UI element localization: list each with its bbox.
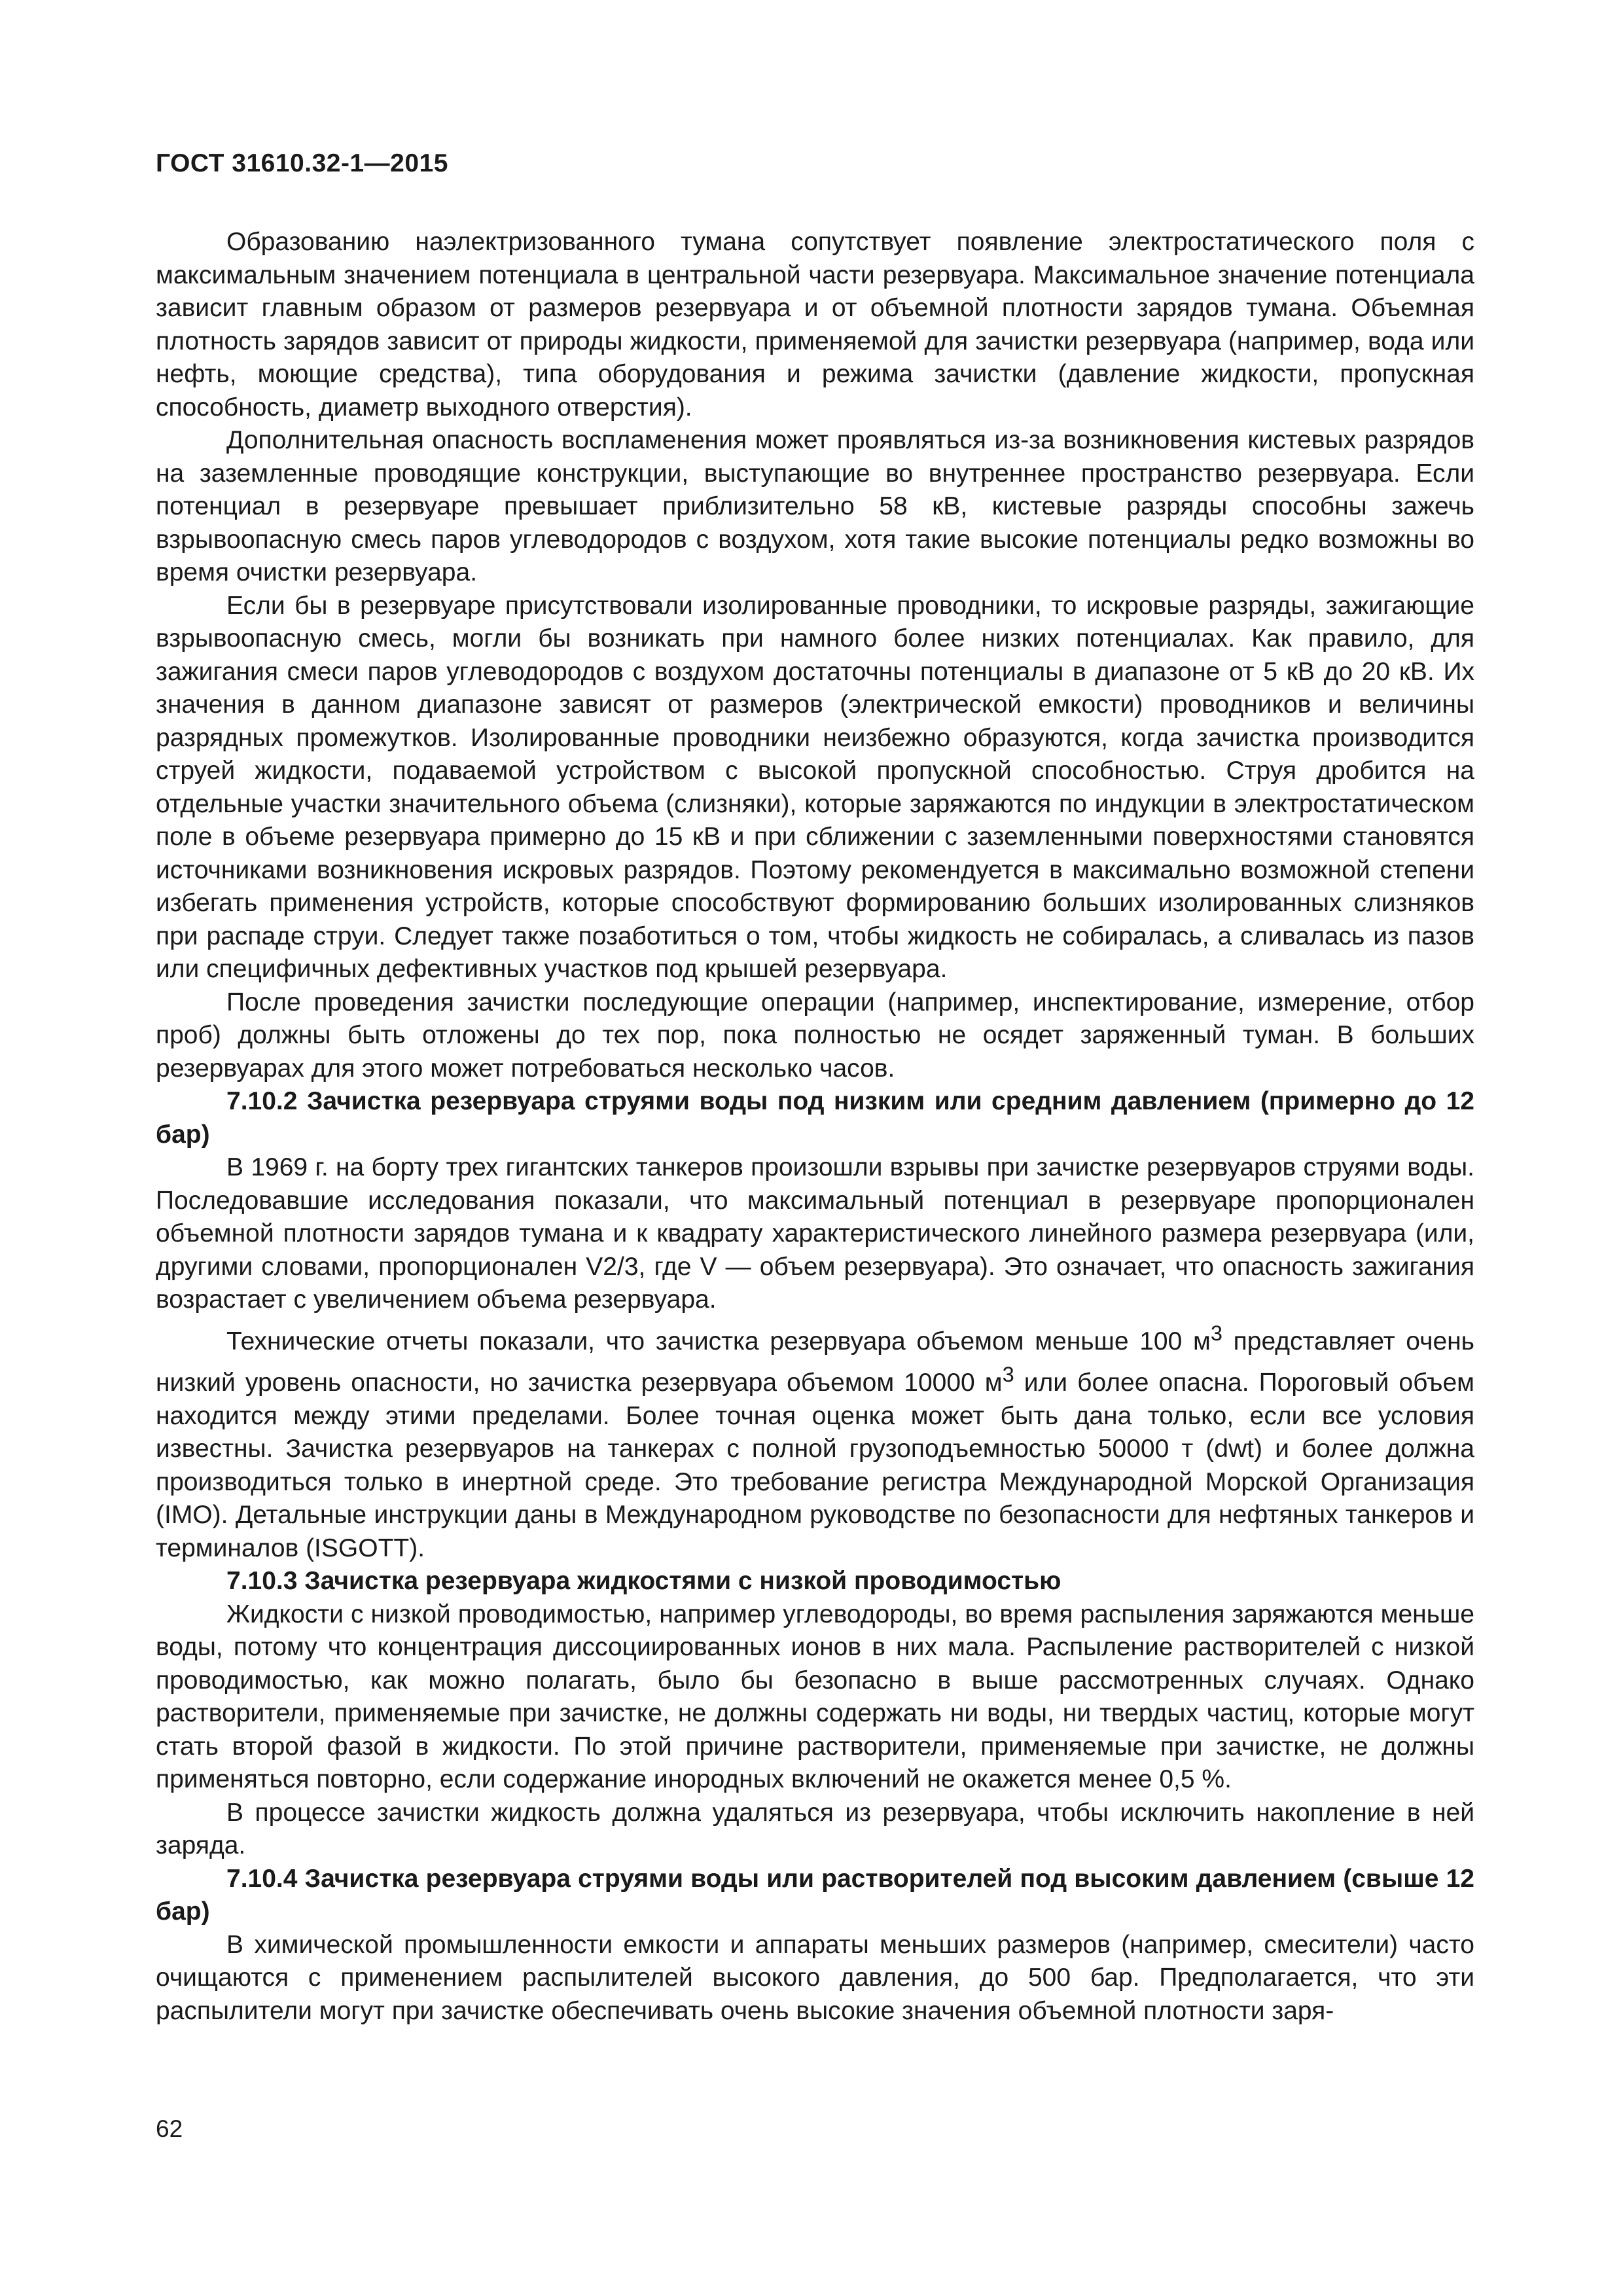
page-number: 62	[156, 2115, 183, 2142]
paragraph: Образованию наэлектризованного тумана сопутствует появление электростатического поля с максимальным значением потенциала в центральной части резервуара. Максимальное значение потенциала зависит главным образом от размеров резервуара и от объемной плотности зарядов тумана. Объемная плотность зарядов зависит от природы жидкости, применяемой для зачистки резервуара (например, вода или нефть, моющие средства), типа оборудования и режима зачистки (давление жидкости, пропускная способность, диаметр выходного отверстия).	[156, 228, 1474, 422]
paragraph: Если бы в резервуаре присутствовали изолированные проводники, то искровые разряды, зажигающие взрывоопасную смесь, могли бы возникать при намного более низких потенциалах. Как правило, для зажигания смеси паров углеводородов с воздухом достаточны потенциалы в диапазоне от 5 кВ до 20 кВ. Их значения в данном диапазоне зависят от размеров (электрической емкости) проводников и величины разрядных промежутков. Изолированные проводники неизбежно образуются, когда зачистка производится струей жидкости, подаваемой устройством с высокой пропускной способностью. Струя дробится на отдельные участки значительного объема (слизняки), которые заряжаются по индукции в электростатическом поле в объеме резервуара примерно до 15 кВ и при сближении с заземленными поверхностями становятся источниками возникновения искровых разрядов. Поэтому рекомендуется в максимально возможной степени избегать применения устройств, которые способствуют формированию больших изолированных слизняков при распаде струи. Следует также позаботиться о том, чтобы жидкость не собиралась, а сливалась из пазов или специфичных дефективных участков под крышей резервуара.	[156, 591, 1474, 983]
paragraph: Дополнительная опасность воспламенения может проявляться из-за возникновения кистевых разрядов на заземленные проводящие конструкции, выступающие во внутреннее пространство резервуара. Если потенциал в резервуаре превышает приблизительно 58 кВ, кистевые разряды способны зажечь взрывоопасную смесь паров углеводородов с воздухом, хотя такие высокие потенциалы редко возможны во время очистки резервуара.	[156, 426, 1474, 586]
paragraph	[156, 1317, 1474, 1566]
section-heading-7-10-3: 7.10.3 Зачистка резервуара жидкостями с низкой проводимостью	[226, 1567, 1061, 1595]
superscript: 3	[1002, 1363, 1014, 1386]
document-body	[156, 226, 1474, 2028]
text-run: Технические отчеты показали, что зачистка резервуара объемом меньше 100 м	[226, 1327, 1211, 1355]
standard-code-header: ГОСТ 31610.32-1—2015	[156, 149, 448, 177]
text-run: или более опасна. Пороговый объем находится между этими пределами. Более точная оценка может быть дана только, если все условия известны. Зачистка резервуаров на танкерах с полной грузоподъемностью 50000 т (dwt) и более должна производиться только в инертной среде. Это требование регистра Международной Морской Организация (IMO). Детальные инструкции даны в Международном руководстве по безопасности для нефтяных танкеров и терминалов (ISGOTT).	[156, 1369, 1474, 1562]
superscript: 3	[1210, 1321, 1222, 1345]
paragraph: В 1969 г. на борту трех гигантских танкеров произошли взрывы при зачистке резервуаров струями воды. Последовавшие исследования показали, что максимальный потенциал в резервуаре пропорционален объемной плотности зарядов тумана и к квадрату характеристического линейного размера резервуара (или, другими словами, пропорционален V2/3, где V — объем резервуара). Это означает, что опасность зажигания возрастает с увеличением объема резервуара.	[156, 1153, 1474, 1314]
paragraph: После проведения зачистки последующие операции (например, инспектирование, измерение, отбор проб) должны быть отложены до тех пор, пока полностью не осядет заряженный туман. В больших резервуарах для этого может потребоваться несколько часов.	[156, 988, 1474, 1083]
paragraph: Жидкости с низкой проводимостью, например углеводороды, во время распыления заряжаются меньше воды, потому что концентрация диссоциированных ионов в них мала. Распыление растворителей с низкой проводимостью, как можно полагать, было бы безопасно в выше рассмотренных случаях. Однако растворители, применяемые при зачистке, не должны содержать ни воды, ни твердых частиц, которые могут стать второй фазой в жидкости. По этой причине растворители, применяемые при зачистке, не должны применяться повторно, если содержание инородных включений не окажется менее 0,5 %.	[156, 1600, 1474, 1793]
text-run: представляет очень низкий уровень опасности, но зачистка резервуара объемом 10000 м	[156, 1327, 1475, 1397]
section-heading-7-10-4: 7.10.4 Зачистка резервуара струями воды или растворителей под высоким давлением (свыше 12 бар)	[156, 1864, 1474, 1926]
paragraph: В процессе зачистки жидкость должна удаляться из резервуара, чтобы исключить накопление в ней заряда.	[156, 1798, 1474, 1859]
paragraph: В химической промышленности емкости и аппараты меньших размеров (например, смесители) часто очищаются с применением распылителей высокого давления, до 500 бар. Предполагается, что эти распылители могут при зачистке обеспечивать очень высокие значения объемной плотности заря-	[156, 1930, 1474, 2025]
section-heading-7-10-2: 7.10.2 Зачистка резервуара струями воды под низким или средним давлением (примерно до 12 бар)	[156, 1087, 1474, 1149]
